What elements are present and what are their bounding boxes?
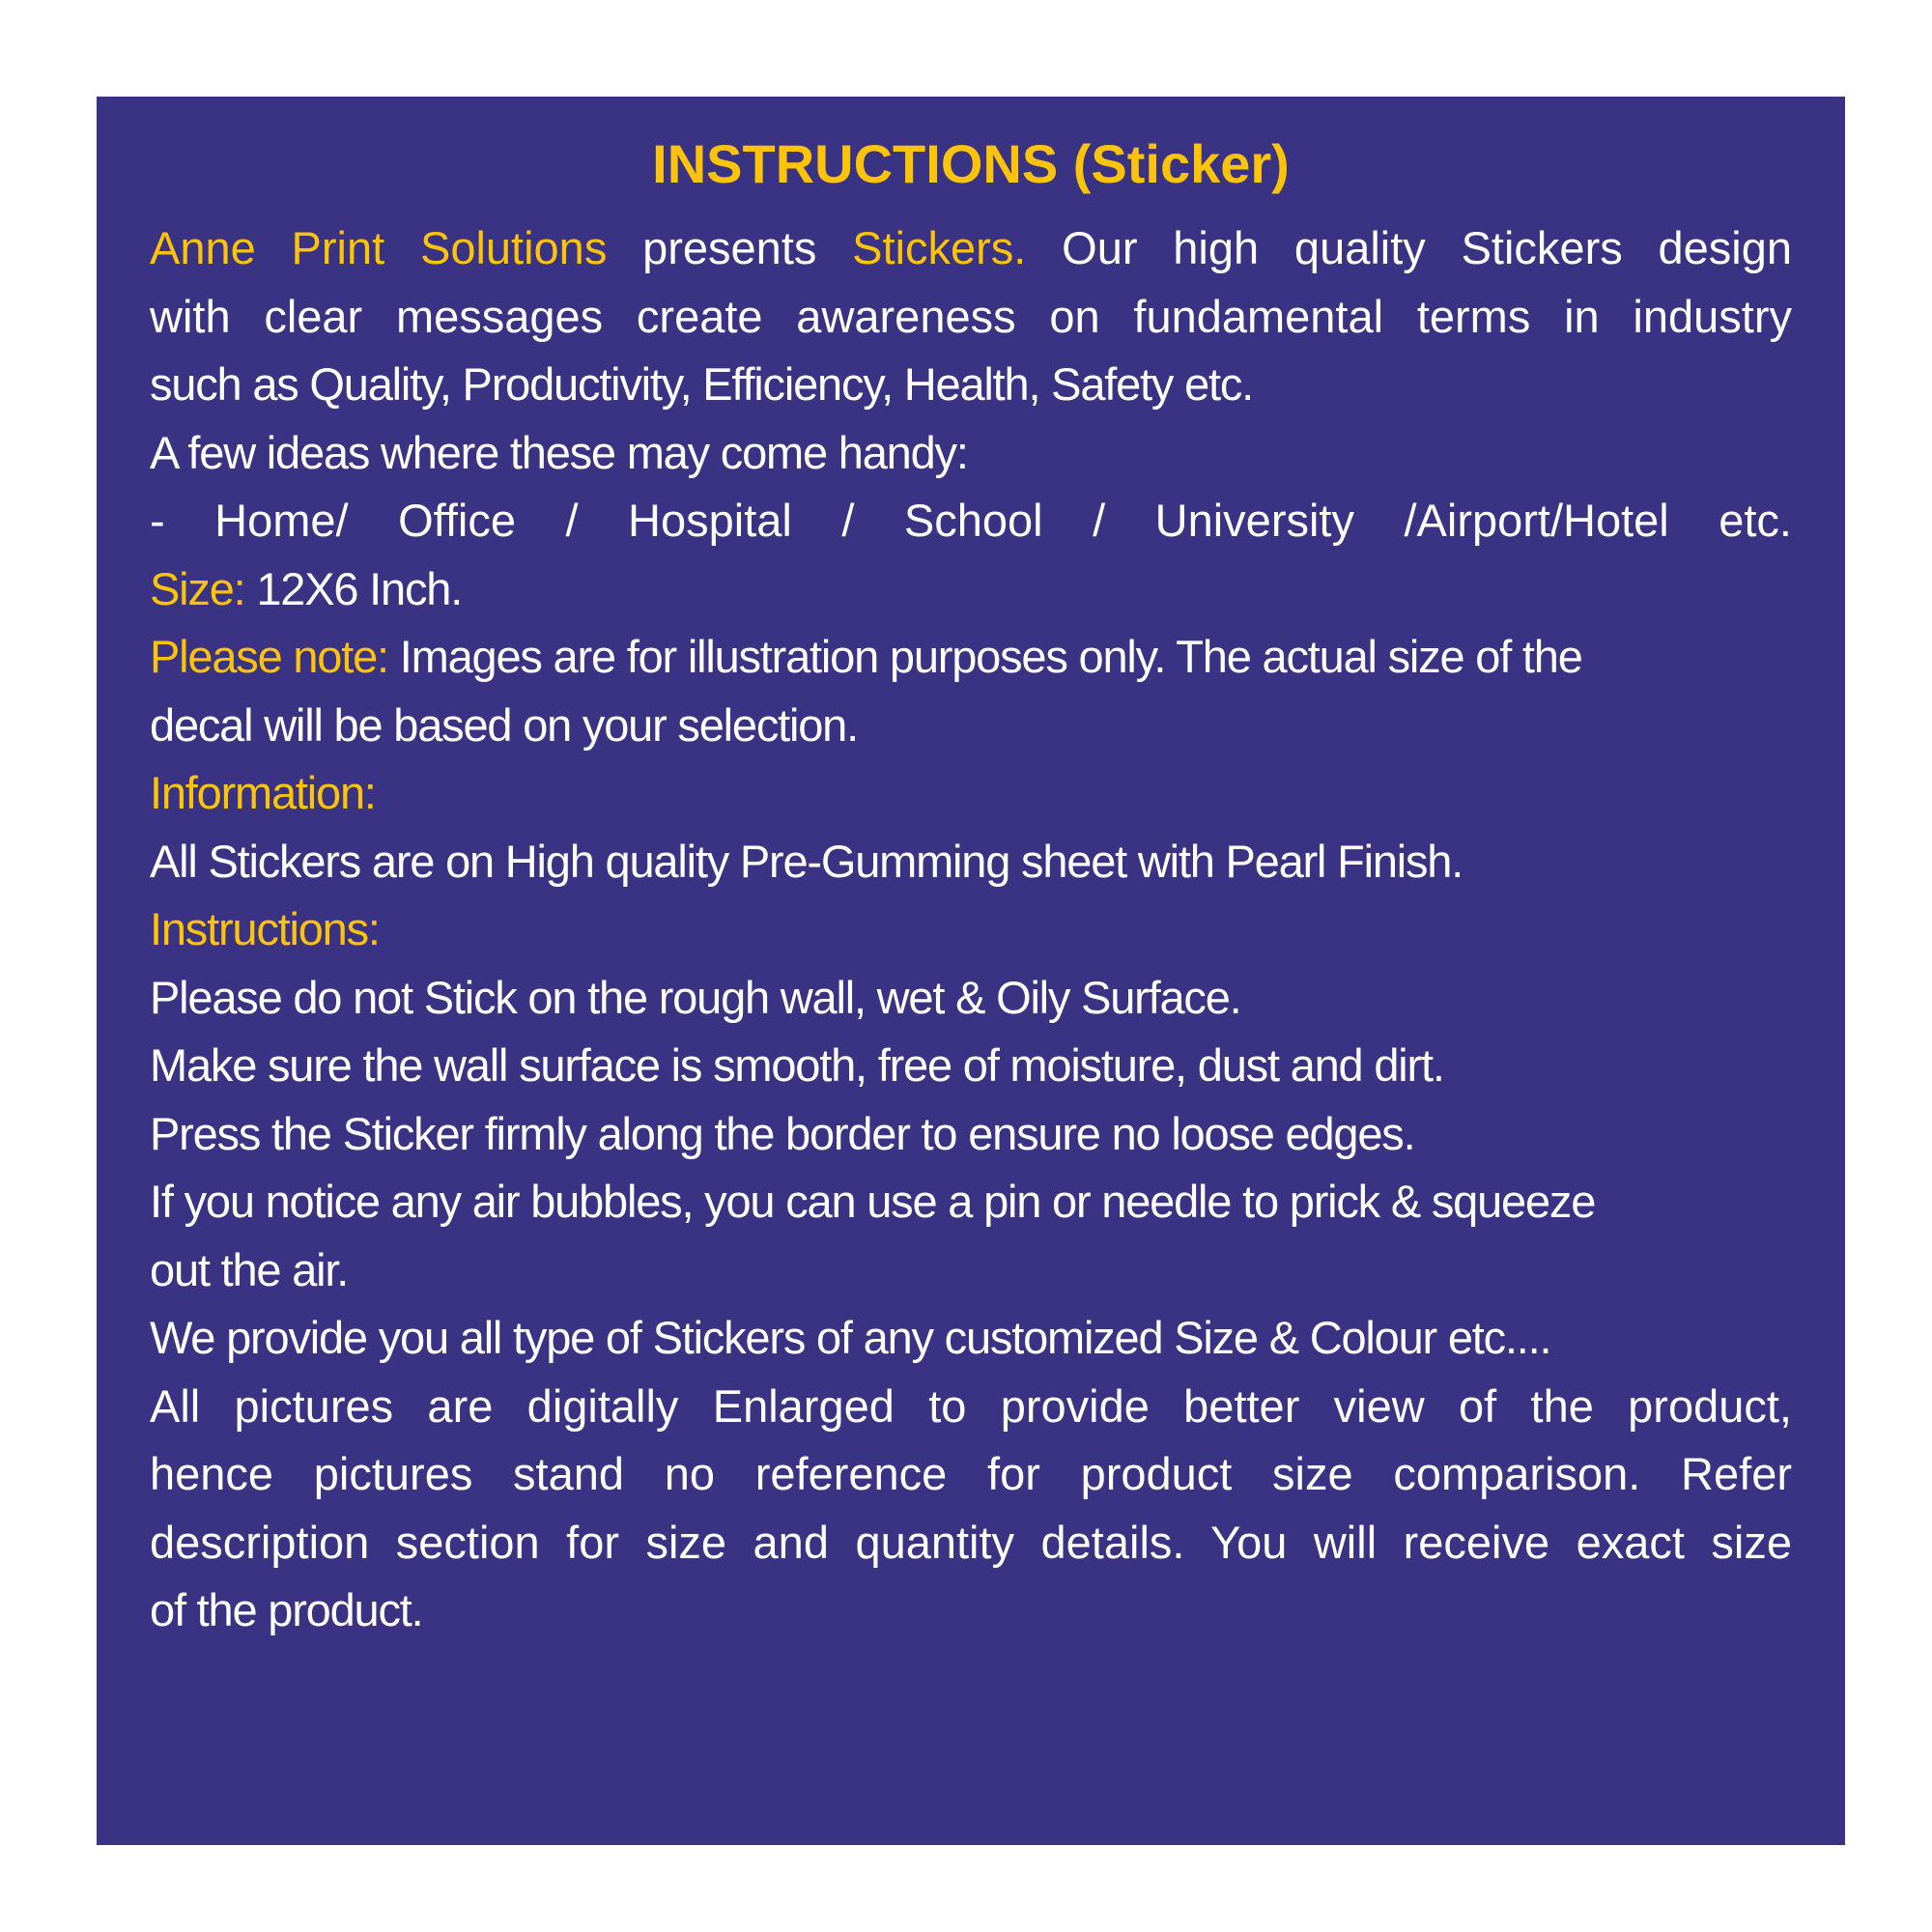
instruction-item: Please do not Stick on the rough wall, wet & Oily Surface. <box>150 971 1241 1023</box>
instruction-item: If you notice any air bubbles, you can use a pin or needle to prick & squeeze <box>150 1176 1596 1227</box>
instruction-item: of the product. <box>150 1584 423 1635</box>
instructions-label: Instructions: <box>150 903 380 954</box>
brand-name: Anne Print Solutions <box>150 222 608 273</box>
ideas-list: - Home/ Office / Hospital / School / University /Airport/Hotel etc. <box>150 495 1792 546</box>
instruction-item: description section for size and quantity details. You will receive exact size <box>150 1516 1792 1568</box>
size-label: Size: <box>150 562 245 614</box>
page-title: INSTRUCTIONS (Sticker) <box>652 133 1290 194</box>
note-label: Please note: <box>150 631 388 682</box>
instruction-item: out the air. <box>150 1243 349 1295</box>
intro-line-1-rest: Our high quality Stickers design <box>1026 222 1792 273</box>
intro-line-1 <box>150 214 1792 283</box>
information-label: Information: <box>150 767 376 818</box>
note-line-2: decal will be based on your selection. <box>150 698 858 751</box>
instructions-body <box>150 214 1792 1645</box>
size-line <box>150 555 1792 624</box>
note-line-1 <box>150 623 1792 692</box>
intro-line-2: with clear messages create awareness on fundamental terms in industry <box>150 290 1792 342</box>
size-value: 12X6 Inch. <box>244 562 463 614</box>
instruction-item: We provide you all type of Stickers of any customized Size & Colour etc.... <box>150 1312 1551 1363</box>
instructions-panel <box>97 97 1845 1845</box>
product-name: Stickers. <box>852 222 1027 273</box>
note-line-1-rest: Images are for illustration purposes only. The actual size of the <box>387 631 1582 682</box>
instruction-item: Make sure the wall surface is smooth, free of moisture, dust and dirt. <box>150 1039 1444 1091</box>
intro-presents: presents <box>607 222 853 273</box>
ideas-heading: A few ideas where these may come handy: <box>150 426 968 478</box>
instruction-item: All pictures are digitally Enlarged to provide better view of the product, <box>150 1379 1792 1432</box>
instruction-item: Press the Sticker firmly along the border to ensure no loose edges. <box>150 1107 1415 1159</box>
intro-line-3: such as Quality, Productivity, Efficiency, Health, Safety etc. <box>150 358 1254 410</box>
information-text: All Stickers are on High quality Pre-Gumming sheet with Pearl Finish. <box>150 835 1463 887</box>
instruction-item: hence pictures stand no reference for product size comparison. Refer <box>150 1448 1792 1499</box>
